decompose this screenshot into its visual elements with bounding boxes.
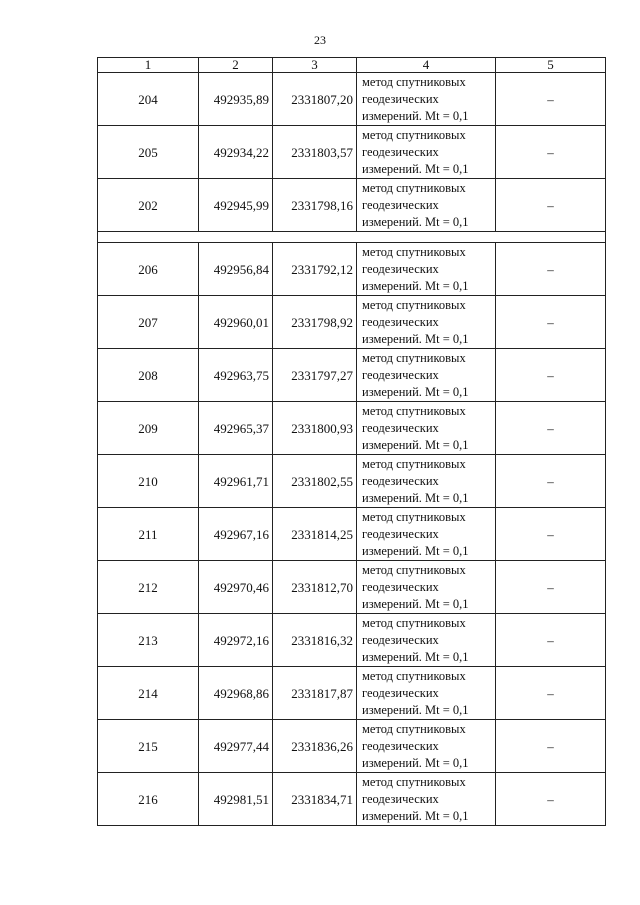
table-row — [98, 179, 606, 232]
column-number-3: 3 — [273, 58, 357, 73]
coordinate-x: 492970,46 — [199, 561, 273, 614]
table-row — [98, 73, 606, 126]
note-dash: – — [496, 773, 606, 826]
measurement-method-line: измерений. Mt = 0,1 — [362, 755, 469, 770]
measurement-method-line: геодезических — [362, 197, 439, 212]
measurement-method-line: измерений. Mt = 0,1 — [362, 808, 469, 823]
measurement-method-line: метод спутниковых — [362, 297, 466, 312]
measurement-method-line: геодезических — [362, 367, 439, 382]
measurement-method — [357, 614, 496, 667]
note-dash: – — [496, 614, 606, 667]
coordinate-y: 2331798,92 — [273, 296, 357, 349]
coordinate-y: 2331816,32 — [273, 614, 357, 667]
coordinate-x: 492967,16 — [199, 508, 273, 561]
column-number-4: 4 — [357, 58, 496, 73]
measurement-method-line: геодезических — [362, 791, 439, 806]
coordinate-y: 2331817,87 — [273, 667, 357, 720]
measurement-method-line: метод спутниковых — [362, 403, 466, 418]
coordinates-table-body — [98, 58, 606, 826]
column-number-1: 1 — [98, 58, 199, 73]
page-number: 23 — [314, 33, 326, 47]
coordinate-x: 492934,22 — [199, 126, 273, 179]
coordinates-table — [97, 57, 606, 826]
coordinate-y: 2331836,26 — [273, 720, 357, 773]
measurement-method-line: метод спутниковых — [362, 74, 466, 89]
measurement-method-line: метод спутниковых — [362, 721, 466, 736]
measurement-method-line: измерений. Mt = 0,1 — [362, 278, 469, 293]
table-row — [98, 455, 606, 508]
table-row — [98, 349, 606, 402]
note-dash: – — [496, 243, 606, 296]
note-dash: – — [496, 126, 606, 179]
table-row — [98, 243, 606, 296]
point-number: 215 — [98, 720, 199, 773]
point-number: 214 — [98, 667, 199, 720]
table-gap-cell — [98, 232, 606, 243]
table-gap-row — [98, 232, 606, 243]
measurement-method-line: метод спутниковых — [362, 244, 466, 259]
point-number: 209 — [98, 402, 199, 455]
measurement-method-line: измерений. Mt = 0,1 — [362, 331, 469, 346]
point-number: 204 — [98, 73, 199, 126]
point-number: 212 — [98, 561, 199, 614]
measurement-method-line: измерений. Mt = 0,1 — [362, 490, 469, 505]
point-number: 211 — [98, 508, 199, 561]
measurement-method-line: измерений. Mt = 0,1 — [362, 384, 469, 399]
measurement-method — [357, 455, 496, 508]
table-row — [98, 508, 606, 561]
measurement-method-line: метод спутниковых — [362, 668, 466, 683]
coordinate-y: 2331797,27 — [273, 349, 357, 402]
measurement-method-line: геодезических — [362, 738, 439, 753]
table-row — [98, 720, 606, 773]
measurement-method — [357, 73, 496, 126]
coordinate-x: 492981,51 — [199, 773, 273, 826]
measurement-method-line: геодезических — [362, 579, 439, 594]
note-dash: – — [496, 667, 606, 720]
measurement-method-line: геодезических — [362, 632, 439, 647]
measurement-method — [357, 508, 496, 561]
coordinate-x: 492961,71 — [199, 455, 273, 508]
coordinate-y: 2331834,71 — [273, 773, 357, 826]
coordinate-x: 492956,84 — [199, 243, 273, 296]
measurement-method-line: измерений. Mt = 0,1 — [362, 108, 469, 123]
measurement-method — [357, 720, 496, 773]
table-row — [98, 773, 606, 826]
coordinate-y: 2331798,16 — [273, 179, 357, 232]
measurement-method — [357, 243, 496, 296]
measurement-method-line: метод спутниковых — [362, 562, 466, 577]
point-number: 213 — [98, 614, 199, 667]
table-row — [98, 561, 606, 614]
coordinate-x: 492960,01 — [199, 296, 273, 349]
measurement-method-line: геодезических — [362, 420, 439, 435]
measurement-method-line: измерений. Mt = 0,1 — [362, 543, 469, 558]
point-number: 216 — [98, 773, 199, 826]
coordinate-x: 492972,16 — [199, 614, 273, 667]
measurement-method-line: метод спутниковых — [362, 615, 466, 630]
measurement-method-line: измерений. Mt = 0,1 — [362, 214, 469, 229]
measurement-method — [357, 126, 496, 179]
coordinate-y: 2331800,93 — [273, 402, 357, 455]
coordinate-y: 2331802,55 — [273, 455, 357, 508]
measurement-method-line: геодезических — [362, 526, 439, 541]
note-dash: – — [496, 296, 606, 349]
table-header-row — [98, 58, 606, 73]
coordinate-x: 492935,89 — [199, 73, 273, 126]
column-number-2: 2 — [199, 58, 273, 73]
measurement-method-line: метод спутниковых — [362, 180, 466, 195]
table-row — [98, 296, 606, 349]
measurement-method-line: геодезических — [362, 144, 439, 159]
point-number: 207 — [98, 296, 199, 349]
note-dash: – — [496, 720, 606, 773]
measurement-method-line: геодезических — [362, 473, 439, 488]
table-row — [98, 126, 606, 179]
column-number-5: 5 — [496, 58, 606, 73]
note-dash: – — [496, 349, 606, 402]
measurement-method-line: геодезических — [362, 685, 439, 700]
measurement-method-line: метод спутниковых — [362, 350, 466, 365]
measurement-method — [357, 402, 496, 455]
coordinate-y: 2331792,12 — [273, 243, 357, 296]
point-number: 210 — [98, 455, 199, 508]
measurement-method-line: измерений. Mt = 0,1 — [362, 702, 469, 717]
table-row — [98, 614, 606, 667]
measurement-method-line: измерений. Mt = 0,1 — [362, 437, 469, 452]
note-dash: – — [496, 508, 606, 561]
table-row — [98, 402, 606, 455]
coordinate-x: 492965,37 — [199, 402, 273, 455]
coordinate-x: 492968,86 — [199, 667, 273, 720]
measurement-method-line: геодезических — [362, 314, 439, 329]
point-number: 206 — [98, 243, 199, 296]
coordinate-y: 2331807,20 — [273, 73, 357, 126]
coordinate-x: 492977,44 — [199, 720, 273, 773]
note-dash: – — [496, 73, 606, 126]
note-dash: – — [496, 402, 606, 455]
measurement-method — [357, 773, 496, 826]
measurement-method-line: измерений. Mt = 0,1 — [362, 596, 469, 611]
coordinate-y: 2331803,57 — [273, 126, 357, 179]
measurement-method — [357, 667, 496, 720]
measurement-method-line: измерений. Mt = 0,1 — [362, 649, 469, 664]
note-dash: – — [496, 455, 606, 508]
coordinate-x: 492963,75 — [199, 349, 273, 402]
measurement-method-line: метод спутниковых — [362, 509, 466, 524]
note-dash: – — [496, 561, 606, 614]
measurement-method — [357, 561, 496, 614]
point-number: 202 — [98, 179, 199, 232]
measurement-method-line: метод спутниковых — [362, 456, 466, 471]
note-dash: – — [496, 179, 606, 232]
measurement-method — [357, 179, 496, 232]
coordinate-x: 492945,99 — [199, 179, 273, 232]
measurement-method-line: измерений. Mt = 0,1 — [362, 161, 469, 176]
measurement-method-line: геодезических — [362, 261, 439, 276]
coordinate-y: 2331814,25 — [273, 508, 357, 561]
point-number: 208 — [98, 349, 199, 402]
table-row — [98, 667, 606, 720]
coordinate-y: 2331812,70 — [273, 561, 357, 614]
measurement-method — [357, 349, 496, 402]
measurement-method-line: метод спутниковых — [362, 774, 466, 789]
point-number: 205 — [98, 126, 199, 179]
measurement-method-line: геодезических — [362, 91, 439, 106]
measurement-method — [357, 296, 496, 349]
measurement-method-line: метод спутниковых — [362, 127, 466, 142]
